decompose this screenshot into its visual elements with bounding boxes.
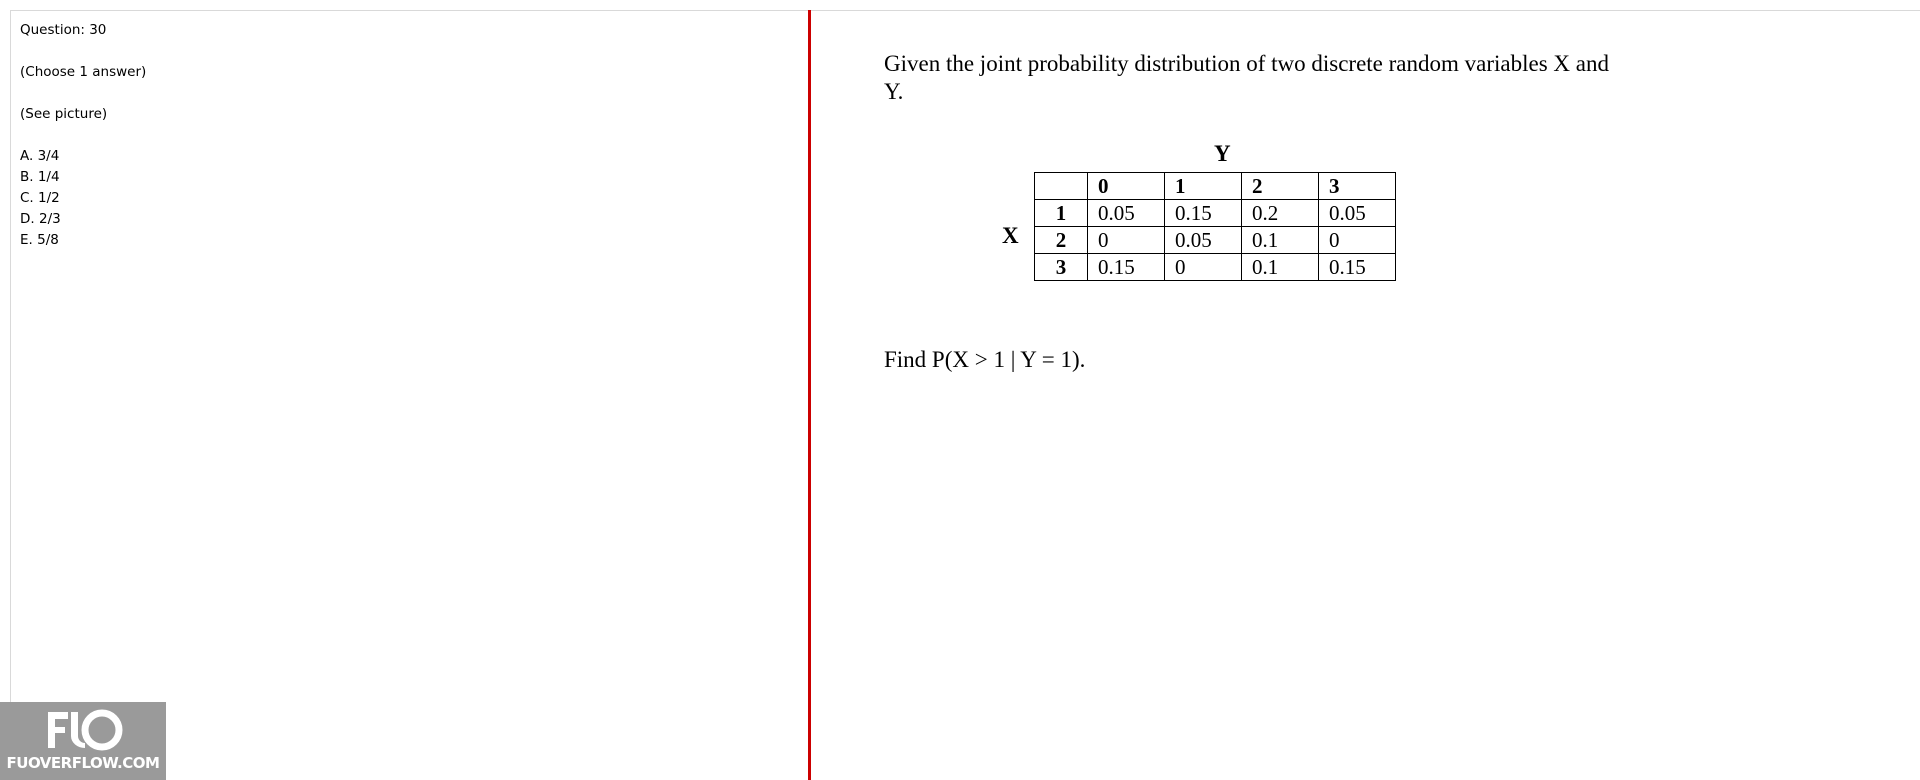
column-header: 0	[1088, 173, 1165, 200]
table-cell: 0	[1088, 227, 1165, 254]
site-logo	[0, 702, 166, 780]
problem-intro: Given the joint probability distribution of two discrete random variables X and Y.	[884, 51, 1609, 104]
answer-option-a[interactable]: A. 3/4	[20, 148, 60, 164]
problem-prompt: Find P(X > 1 | Y = 1).	[884, 347, 1086, 372]
row-header: 3	[1035, 254, 1088, 281]
joint-distribution-table	[1034, 172, 1396, 281]
table-cell: 0	[1319, 227, 1396, 254]
table-corner-cell	[1035, 173, 1088, 200]
table-cell: 0.15	[1165, 200, 1242, 227]
table-header-row	[1035, 173, 1396, 200]
picture-pane	[884, 50, 1884, 372]
site-name: FUOVERFLOW.COM	[6, 754, 160, 772]
y-variable-label: Y	[1214, 141, 1231, 166]
column-header: 1	[1165, 173, 1242, 200]
x-variable-label: X	[1002, 223, 1019, 248]
table-cell: 0.05	[1165, 227, 1242, 254]
row-header: 2	[1035, 227, 1088, 254]
joint-distribution-figure	[884, 140, 1484, 280]
table-row	[1035, 227, 1396, 254]
answer-option-b[interactable]: B. 1/4	[20, 169, 60, 185]
fuo-logo-icon	[44, 708, 124, 752]
question-pane	[20, 20, 800, 251]
table-cell: 0.1	[1242, 254, 1319, 281]
table-cell: 0.15	[1319, 254, 1396, 281]
question-number: Question: 30	[20, 22, 107, 38]
question-instruction: (Choose 1 answer)	[20, 64, 147, 80]
table-cell: 0	[1165, 254, 1242, 281]
table-cell: 0.1	[1242, 227, 1319, 254]
answer-option-c[interactable]: C. 1/2	[20, 190, 60, 206]
row-header: 1	[1035, 200, 1088, 227]
answer-option-d[interactable]: D. 2/3	[20, 211, 61, 227]
table-cell: 0.05	[1088, 200, 1165, 227]
question-note: (See picture)	[20, 106, 108, 122]
column-header: 2	[1242, 173, 1319, 200]
table-cell: 0.2	[1242, 200, 1319, 227]
pane-divider	[808, 10, 811, 780]
table-cell: 0.15	[1088, 254, 1165, 281]
table-cell: 0.05	[1319, 200, 1396, 227]
answer-option-e[interactable]: E. 5/8	[20, 232, 59, 248]
column-header: 3	[1319, 173, 1396, 200]
table-row	[1035, 254, 1396, 281]
table-row	[1035, 200, 1396, 227]
